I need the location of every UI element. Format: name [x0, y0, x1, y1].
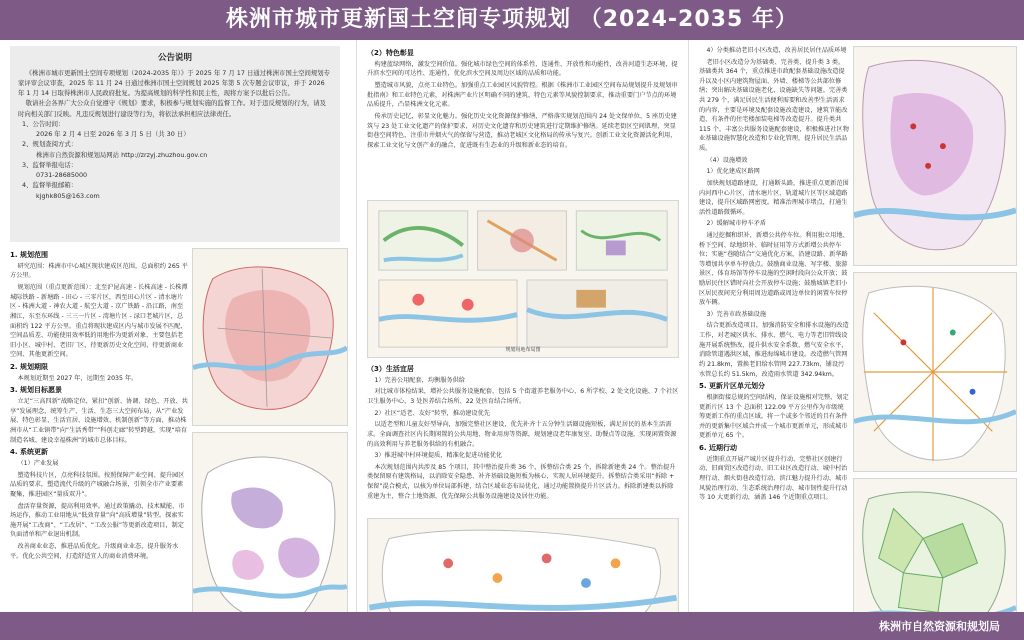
scope-map-graphic — [193, 249, 347, 425]
scope-section — [10, 248, 188, 563]
section-heading: 1. 规划范围 — [10, 251, 48, 259]
section-heading: （2）特色彰显 — [367, 49, 414, 57]
landuse-map — [367, 200, 679, 358]
paragraph: 本次规划范围内共涉及 85 个项目，其中整治提升类 36 个，拆整结合类 25 个，拆除新建类 24 个。整治提升类保留原有建筑格局，以消除安全隐患、补齐基础设施短板为核心，实现人居环境提升。拆整结合类采用“拆除 + 保留”混合模式，以核为单位局部拆建，结合区域业态布局优化，通过功能置换提升片区活力。拆除新建类以拆除重建为主，整合土地资源，优先保障公共服务设施建设及居住功能。 — [367, 463, 676, 500]
notice-view-value: 株洲市自然资源和规划局网站 http://zrzyj.zhuzhou.gov.cn — [36, 150, 208, 159]
paragraph: 2）缓解城市停车矛盾 — [706, 220, 767, 228]
paragraph: 传承历史记忆，彰显文化魅力。强化历史文化资源保护修缮，严格落实规划范围内 24 处文保单位、5 座历史建筑与 23 处工业文化遗产的保护要求，对历史文化遗存和历史建筑进行定期维护修缮。延续老街区空间肌理，突显街巷空间特色，注重市井烟火气的保留与营造，推动老城区文化格局的传承与复兴。创新工业文化资源活化利用，探索工业文化与文创产业的融合，促进既有生态业的升级和新业态的培育。 — [367, 112, 677, 149]
paragraph: 塑造科技片区，点亮科技氛围。按照保障产业空间、提升园区品质的要求，塑造流代升级的产城融合场景，引领全市产业要素聚集，推进园区“量质双升”。 — [10, 471, 185, 498]
page-title: 株洲市城市更新国土空间专项规划 （2024-2035 年） — [0, 0, 1024, 40]
paragraph: 本规划近期至 2027 年，远期至 2035 年。 — [17, 374, 138, 382]
landuse-map-graphic — [368, 201, 678, 357]
paragraph: 1）优化建成区路网 — [706, 168, 760, 176]
paragraph: 4）分类推动老旧小区改造，改善居民居住品质环境 — [706, 47, 847, 54]
notice-time-label: 1、公告时间： — [22, 119, 65, 128]
notice-phone-label: 3、监督举报电话： — [22, 160, 78, 169]
paragraph: 研究范围：株洲市中心城区现状建成区范围，总面积约 265 平方公里。 — [10, 262, 188, 280]
paragraph: 加快规划道路建设，打通断头路，推进重点更新范围内河西中心片区、清水塘片区、轨道城片区等区域道路建设，提升区域路网密度。精准治理城市堵点，打通生活性道路微循环。 — [699, 179, 849, 216]
paragraph: 近期重点开展产城片区提升行动、完整社区创建行动、旧商贸区改造行动、旧工业区改造行动、城中村治理行动、烟火街巷改造行动、滨江魅力提升行动、城市风貌治理行动、生态系统治理行动、城市韧性提升行动等 10 大更新行动，涵盖 146 个近期重点项目。 — [699, 455, 848, 502]
facilities-section — [699, 46, 849, 505]
infrastructure-map — [853, 272, 1017, 472]
notice-box — [10, 46, 340, 242]
notice-body-2: 敬请社会各界广大公众自觉遵守《规划》要求，积极参与规划实施的监督工作。对于违反规划的行为，请及时向相关部门反映。凡违反规划进行建设等行为，将依法承担相应法律责任。 — [18, 99, 327, 118]
landuse-map-title: 规划用地布局图 — [505, 347, 541, 354]
village-map-graphic — [368, 519, 678, 612]
paragraph: 规划范围（重点更新范围）：北至沪昆高速 - 长株高速 - 长株潭城际铁路 - 新塘路 - 田心 - 三零片区，西至田心片区 - 清水塘片区 - 株洲大道 - 神农大道 - 航空大道 - 京广铁路 - 沿江路，南至湘江，东至东环线 - 三三一片区 - 湾塘片区 - 渌口老城片区，总面积约 122 平方公里。重点将现状建成区内与城市发展不匹配、空间品质差、功能使用效率低的用地作为更新对象，主要包括老旧小区、城中村、老旧厂区、待更新历史文化空间、待更新商业空间、其他更新空间。 — [10, 284, 188, 359]
paragraph: 通过挖掘和织补，新增公共停车位。利用独立用地、桥下空间、绿地织补、临时征用等方式新增公共停车位；实施“巷随结合”交通优化方案，沿建设路、新华路等增加共享单车停放点。鼓励商业设施、写字楼、旅游景区、体育场馆等停车设施的空闲时段向公众开放；鼓励居民住区错时向社会开放停车设施；鼓励城镇老旧小区居民夜间充分利用周边道路或周边单位的闲置车位停放车辆。 — [699, 231, 849, 307]
industry-map — [192, 432, 348, 612]
paragraph: 3）推进城中村环境提质，精准化促进功能优化 — [374, 452, 503, 460]
oldcommunity-map — [853, 46, 1017, 266]
unit-division-map — [853, 478, 1017, 612]
footer-org: 株洲市自然资源和规划局 — [879, 620, 1000, 633]
paragraph: 以适老型和儿童友好型导向，加强完整社区建设，优先补齐十五分钟生活圈设施短板，满足居民的基本生活需求。全面调查社区内长期闲置的公共用地、物业用房等资源，规划建设老年康复室、助餐点等设施，实现闲置资源的高效利用与养老服务供给的有机融合。 — [367, 421, 677, 448]
paragraph: 塑造城市风貌，点亮工业特色。加强重点工业园区风貌管控。根据《株洲市工业园区空间布局规划提升及规划审批指南》和工业特色元素，对株洲产业片区明确不同的建筑、特色元素等风貌控制要求，推动重要门户节点的环境品质提升，凸显株洲文化元素。 — [367, 82, 678, 109]
living-section — [367, 362, 679, 503]
paragraph: 对比城市体检结果，增补公共服务设施配套，包括 5 个街道养老服务中心、6 所学校、2 处文化设施、7 个社区卫生服务中心、3 处医养结合场所、22 处医育结合场所。 — [367, 388, 679, 406]
paragraph: 3）完善市政基础设施 — [706, 310, 767, 318]
paragraph: 老旧小区改造分为基础类、完善类、提升类 3 类。基础类共 364 个，重点推进市政配套基础设施改造提升以及小区内建筑物屋面、外墙、楼梯等公共部位修缮；突出解决基础设施老化、设施缺失等问题。完善类共 279 个，满足居民生活便利需要和改善型生活需求的内容，主要是环境及配套设施改造建设，建筑节能改造，有条件的住宅楼加装电梯等改造提升。提升类共 115 个，丰富公共服务设施配套建设，积极推进社区物业基础设施智慧化改造和专业化管理，提升居民生活品质。 — [699, 58, 849, 153]
paragraph: （4）设施增效 — [706, 156, 748, 164]
section-heading: （3）生活宜居 — [367, 365, 414, 373]
paragraph: 改善商业业态，推进品质优化。升级商业业态，提升服务水平。优化公共空间，打造舒适宜人的商业消费环境。 — [10, 543, 179, 560]
section-heading: 6. 近期行动 — [699, 444, 737, 452]
village-map — [367, 518, 679, 612]
notice-view-label: 2、规划查阅方式： — [22, 140, 78, 149]
notice-phone-value: 0731-28685000 — [36, 171, 88, 180]
paragraph: 盘活存量资源，提高利用效率。通过政策撬动、技术赋能、市场运作，推动工业用地从“低效存量”向“高质增量”转型。探索实施开展“工改商”、“工改居”、“工改公服”等更新改造项目，制定负面清单和产业退出机制。 — [10, 502, 185, 539]
right-column — [688, 40, 1024, 612]
paragraph: 结合更新改造项目，加强消防安全和排水设施的改造工作，对老城区供水、排水、燃气、电力等老旧管线设施开展系统整改，提升供水安全系数、燃气安全水平，消除管道遇洪区域，推进海绵城市建设。改造燃气管网约 21.8km，置换老旧给水管网 227.73km，铺设污水管总长约 51.5km，改造雨水管道 342.94km。 — [699, 322, 849, 378]
section-heading: 2. 规划期限 — [10, 362, 48, 371]
infrastructure-map-graphic — [854, 273, 1016, 471]
paragraph: 立足“三高四新”战略定位，紧扣“创新、协调、绿色、开放、共享”发展理念，统筹生产、生活、生态三大空间布局，从“产业发展、特色彰显、生活宜居、设施增效、机制创新”等方面，推动株洲市从“工业镇带”向“生活秀带”“科创走廊”转型跨越，实现“培育制造名城、建设幸福株洲”的城市总体目标。 — [10, 398, 188, 444]
notice-email-label: 4、监督举报邮箱： — [22, 181, 78, 190]
paragraph: 2）社区“适老、友好”转型，推动建设优先 — [374, 409, 490, 417]
industry-map-graphic — [193, 433, 347, 612]
section-heading: 4. 系统更新 — [10, 448, 48, 457]
scope-map — [192, 248, 348, 426]
oldcommunity-map-graphic — [854, 47, 1016, 265]
middle-column — [356, 40, 688, 612]
section-heading: 5. 更新片区单元划分 — [699, 382, 765, 391]
paragraph: 根据街接总规的空间结构，保证设施相对完整，划定更新片区 13 个 总面积 122.09 平方公里作为市级统筹更新工作的重点区域。将一个或多个邻近的且有条件并的更新集中区域合并成一个城市更新单元，形成城市更新单元 65 个。 — [699, 393, 849, 440]
notice-title: 公告说明 — [157, 53, 192, 63]
notice-email-value: kjghk805@163.com — [36, 191, 100, 200]
notice-body: 《株洲市城市更新国土空间专项规划（2024-2035 年）》于 2025 年 7 月 17 日通过株洲市国土空间规划专家评审会议审查，2025 年 11 月 24 日通过株洲市国土空间规划 2025 年第 5 次专题会议审议，并于 2026 年 1 月 14 日取得株洲市人民政府批复。为提高规划的科学性和民主性，现将方案予以批后公告。 — [18, 68, 331, 98]
notice-time-value: 2026 年 2 月 4 日至 2026 年 3 月 5 日（共 30 日） — [36, 130, 190, 139]
unit-division-map-graphic — [854, 479, 1016, 612]
paragraph: （1）产业发展 — [17, 460, 59, 468]
feature-section — [367, 46, 679, 152]
footer-bar — [0, 612, 1024, 640]
left-column — [0, 40, 356, 612]
section-heading: 3. 规划目标愿景 — [10, 386, 62, 395]
paragraph: 1）完善公用配套，均衡服务供给 — [374, 376, 465, 384]
paragraph: 构建蓝绿网络，激发空间价值。强化城市绿色空间的体系性、连通性、开放性和功能性，改善河道生态环境，提升滨水空间的可达性、连通性，优化滨水空间及周边区域的品质和功能。 — [367, 60, 678, 78]
